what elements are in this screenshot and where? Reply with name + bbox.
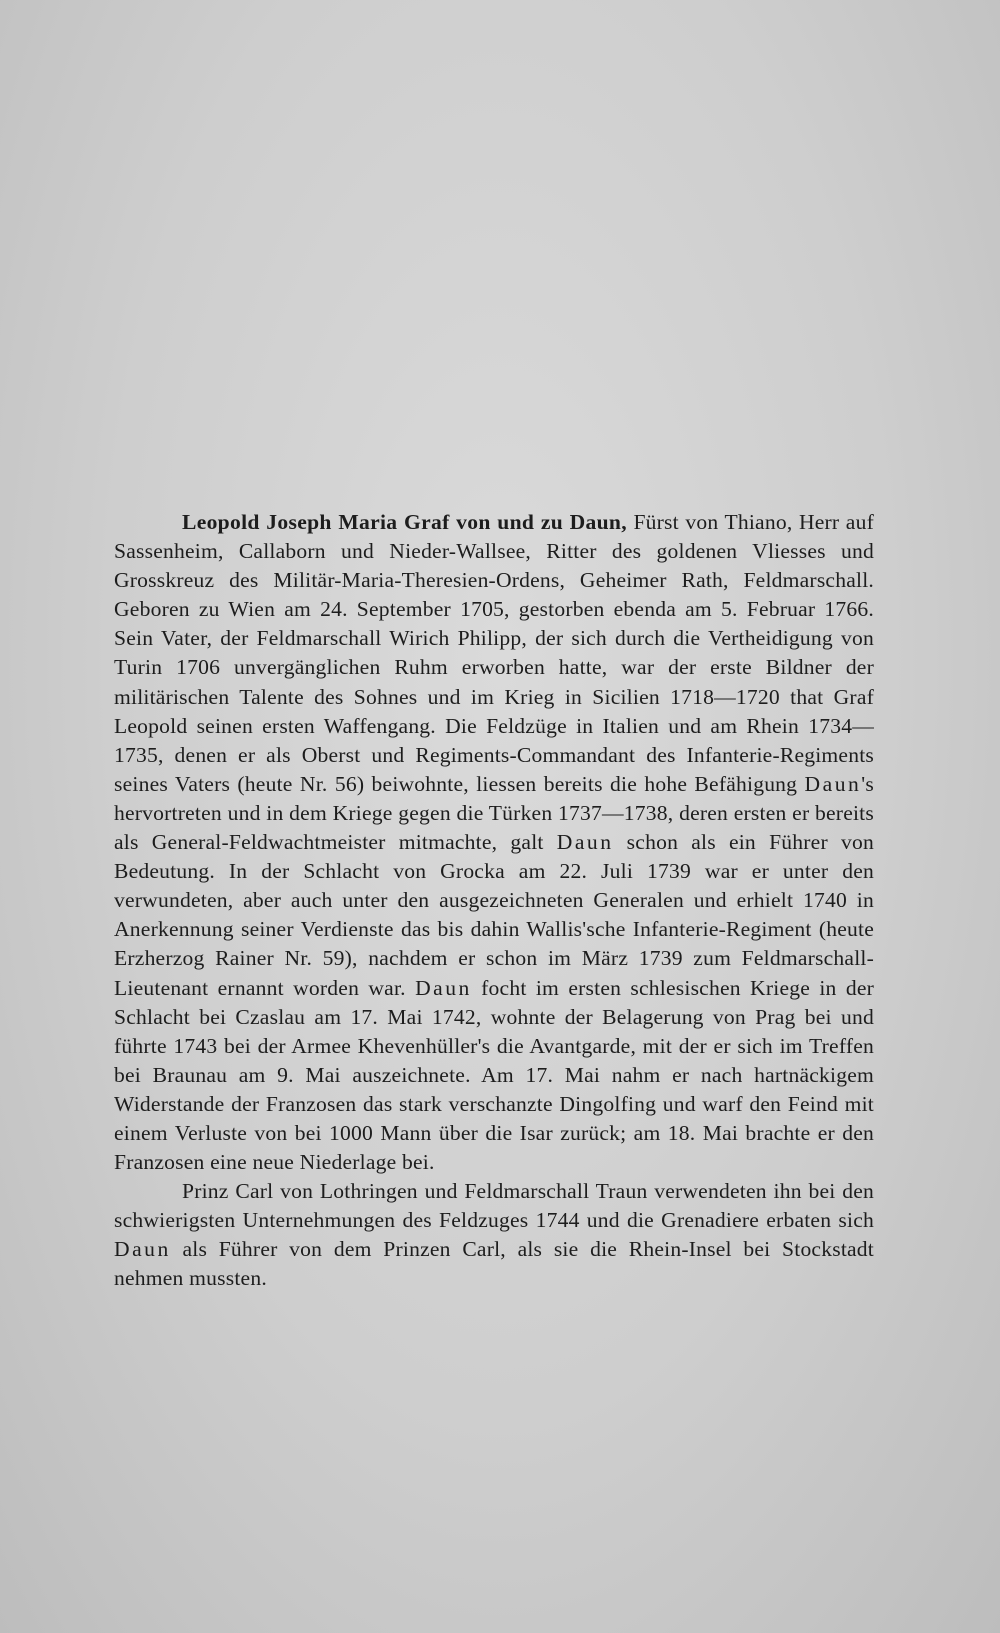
text-segment: 's hervortreten und in dem Kriege gegen die Türken 1737—1738, deren ersten er bereits als General-Feldwachtmeister mitmachte, galt [114, 771, 874, 855]
paragraph-campaign-1744 [114, 1177, 874, 1293]
spaced-name: Daun [804, 771, 862, 796]
paragraph-biography [114, 508, 874, 1177]
biography-text [114, 508, 874, 1294]
text-segment: schon als ein Führer von Bedeutung. In der Schlacht von Grocka am 22. Juli 1739 war er unter den verwundeten, aber auch unter den ausgezeichneten Generalen und erhielt 1740 in Anerkennung seiner Verdienste das bis dahin Wallis'sche Infanterie-Regiment (heute Erzherzog Rainer Nr. 59), nachdem er schon im März 1739 zum Feldmarschall-Lieutenant ernannt worden war. [114, 830, 874, 1000]
text-segment: Prinz Carl von Lothringen und Feldmarschall Traun verwendeten ihn bei den schwierigsten Unternehmungen des Feldzuges 1744 und die Grenadiere erbaten sich [114, 1179, 874, 1233]
text-segment: als Führer von dem Prinzen Carl, als sie die Rhein-Insel bei Stockstadt nehmen mussten. [114, 1237, 874, 1291]
person-name-heading: Leopold Joseph Maria Graf von und zu Daun, [182, 510, 627, 534]
text-segment: Fürst von Thiano, Herr auf Sassenheim, Callaborn und Nieder-Wallsee, Ritter des goldenen Vliesses und Grosskreuz des Militär-Maria-Theresien-Ordens, Geheimer Rath, Feldmarschall. Geboren zu Wien am 24. September 1705, gestorben ebenda am 5. Februar 1766. Sein Vater, der Feldmarschall Wirich Philipp, der sich durch die Vertheidigung von Turin 1706 unvergänglichen Ruhm erworben hatte, war der erste Bildner der militärischen Talente des Sohnes und im Krieg in Sicilien 1718—1720 that Graf Leopold seinen ersten Waffengang. Die Feldzüge in Italien und am Rhein 1734—1735, denen er als Oberst und Regiments-Commandant des Infanterie-Regiments seines Vaters (heute Nr. 56) beiwohnte, liessen bereits die hohe Befähigung [114, 510, 874, 796]
spaced-name: Daun [415, 975, 472, 1000]
spaced-name: Daun [556, 830, 614, 855]
spaced-name: Daun [114, 1237, 171, 1262]
text-segment: focht im ersten schlesischen Kriege in der Schlacht bei Czaslau am 17. Mai 1742, wohnte der Belagerung von Prag bei und führte 1743 bei der Armee Khevenhüller's die Avantgarde, mit der er sich im Treffen bei Braunau am 9. Mai auszeichnete. Am 17. Mai nahm er nach hartnäckigem Widerstande der Franzosen das stark verschanzte Dingolfing und warf den Feind mit einem Verluste von bei 1000 Mann über die Isar zurück; am 18. Mai brachte er den Franzosen eine neue Niederlage bei. [114, 975, 874, 1175]
